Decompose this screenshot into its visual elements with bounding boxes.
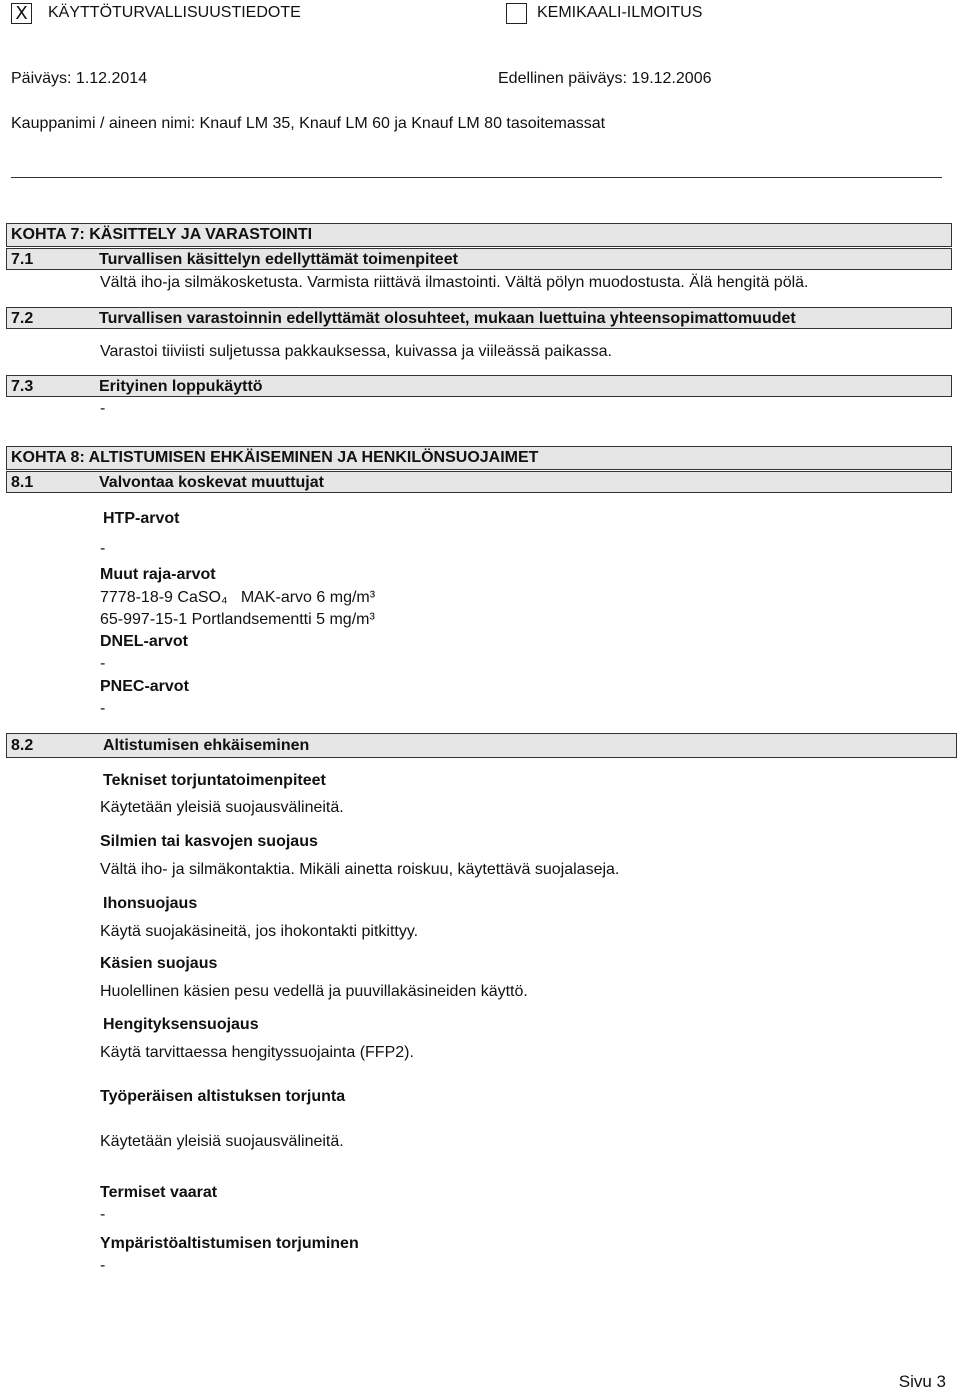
htp-value: - <box>100 540 106 557</box>
section71-header <box>6 248 952 270</box>
occupational-exposure-label: Työperäisen altistuksen torjunta <box>100 1088 346 1105</box>
eye-protection-label: Silmien tai kasvojen suojaus <box>100 833 318 850</box>
hand-protection-label: Käsien suojaus <box>100 955 218 972</box>
skin-protection-label: Ihonsuojaus <box>103 895 198 912</box>
technical-controls-text: Käytetään yleisiä suojausvälineitä. <box>100 799 344 816</box>
previous-date: Edellinen päiväys: 19.12.2006 <box>498 70 712 87</box>
section73-title: Erityinen loppukäyttö <box>99 378 263 395</box>
htp-label: HTP-arvot <box>103 510 180 527</box>
section82-number: 8.2 <box>11 737 34 754</box>
occupational-exposure-text: Käytetään yleisiä suojausvälineitä. <box>100 1133 344 1150</box>
other-limits-label: Muut raja-arvot <box>100 566 216 583</box>
checkbox-sds-label: KÄYTTÖTURVALLISUUSTIEDOTE <box>48 4 301 21</box>
section73-number: 7.3 <box>11 378 34 395</box>
section7-header <box>6 223 952 247</box>
section81-title: Valvontaa koskevat muuttujat <box>99 474 324 491</box>
dnel-label: DNEL-arvot <box>100 633 189 650</box>
hand-protection-text: Huolellinen käsien pesu vedellä ja puuvillakäsineiden käyttö. <box>100 983 528 1000</box>
checkbox-chemical-notice[interactable] <box>506 3 527 24</box>
section72-number: 7.2 <box>11 310 34 327</box>
thermal-hazards-text: - <box>100 1206 106 1223</box>
pnec-value: - <box>100 700 106 717</box>
checkbox-sds[interactable]: X <box>11 3 32 24</box>
skin-protection-text: Käytä suojakäsineitä, jos ihokontakti pitkittyy. <box>100 923 419 940</box>
respiratory-protection-label: Hengityksensuojaus <box>103 1016 259 1033</box>
environmental-exposure-label: Ympäristöaltistumisen torjuminen <box>100 1235 359 1252</box>
section82-header <box>6 733 957 758</box>
header-divider <box>11 177 942 178</box>
section71-title: Turvallisen käsittelyn edellyttämät toimenpiteet <box>99 251 458 268</box>
dnel-value: - <box>100 655 106 672</box>
issue-date: Päiväys: 1.12.2014 <box>11 70 148 87</box>
section8-header <box>6 446 952 470</box>
pnec-label: PNEC-arvot <box>100 678 189 695</box>
section71-text: Vältä iho-ja silmäkosketusta. Varmista riittävä ilmastointi. Vältä pölyn muodostusta. Älä hengitä pölä. <box>100 274 809 291</box>
section82-title: Altistumisen ehkäiseminen <box>103 737 310 754</box>
page-number: Sivu 3 <box>898 1372 946 1391</box>
section72-text: Varastoi tiiviisti suljetussa pakkauksessa, kuivassa ja viileässä paikassa. <box>100 343 612 360</box>
section8-title: KOHTA 8: ALTISTUMISEN EHKÄISEMINEN JA HENKILÖNSUOJAIMET <box>11 449 539 466</box>
section73-text: - <box>100 400 106 417</box>
thermal-hazards-label: Termiset vaarat <box>100 1184 218 1201</box>
section81-number: 8.1 <box>11 474 34 491</box>
other-limits-line2: 65-997-15-1 Portlandsementti 5 mg/m³ <box>100 611 375 628</box>
technical-controls-label: Tekniset torjuntatoimenpiteet <box>103 772 326 789</box>
product-name: Kauppanimi / aineen nimi: Knauf LM 35, Knauf LM 60 ja Knauf LM 80 tasoitemassat <box>11 115 606 132</box>
section72-header <box>6 307 952 329</box>
section7-title: KOHTA 7: KÄSITTELY JA VARASTOINTI <box>11 226 313 243</box>
section71-number: 7.1 <box>11 251 34 268</box>
section81-header <box>6 471 952 493</box>
checkbox-chemical-notice-label: KEMIKAALI-ILMOITUS <box>537 4 703 21</box>
respiratory-protection-text: Käytä tarvittaessa hengityssuojainta (FFP2). <box>100 1044 414 1061</box>
eye-protection-text: Vältä iho- ja silmäkontaktia. Mikäli ainetta roiskuu, käytettävä suojalaseja. <box>100 861 620 878</box>
other-limits-line1: 7778-18-9 CaSO₄ MAK-arvo 6 mg/m³ <box>100 589 376 606</box>
section73-header <box>6 375 952 397</box>
environmental-exposure-text: - <box>100 1257 106 1274</box>
section72-title: Turvallisen varastoinnin edellyttämät olosuhteet, mukaan luettuina yhteensopimattomuudet <box>99 310 796 327</box>
